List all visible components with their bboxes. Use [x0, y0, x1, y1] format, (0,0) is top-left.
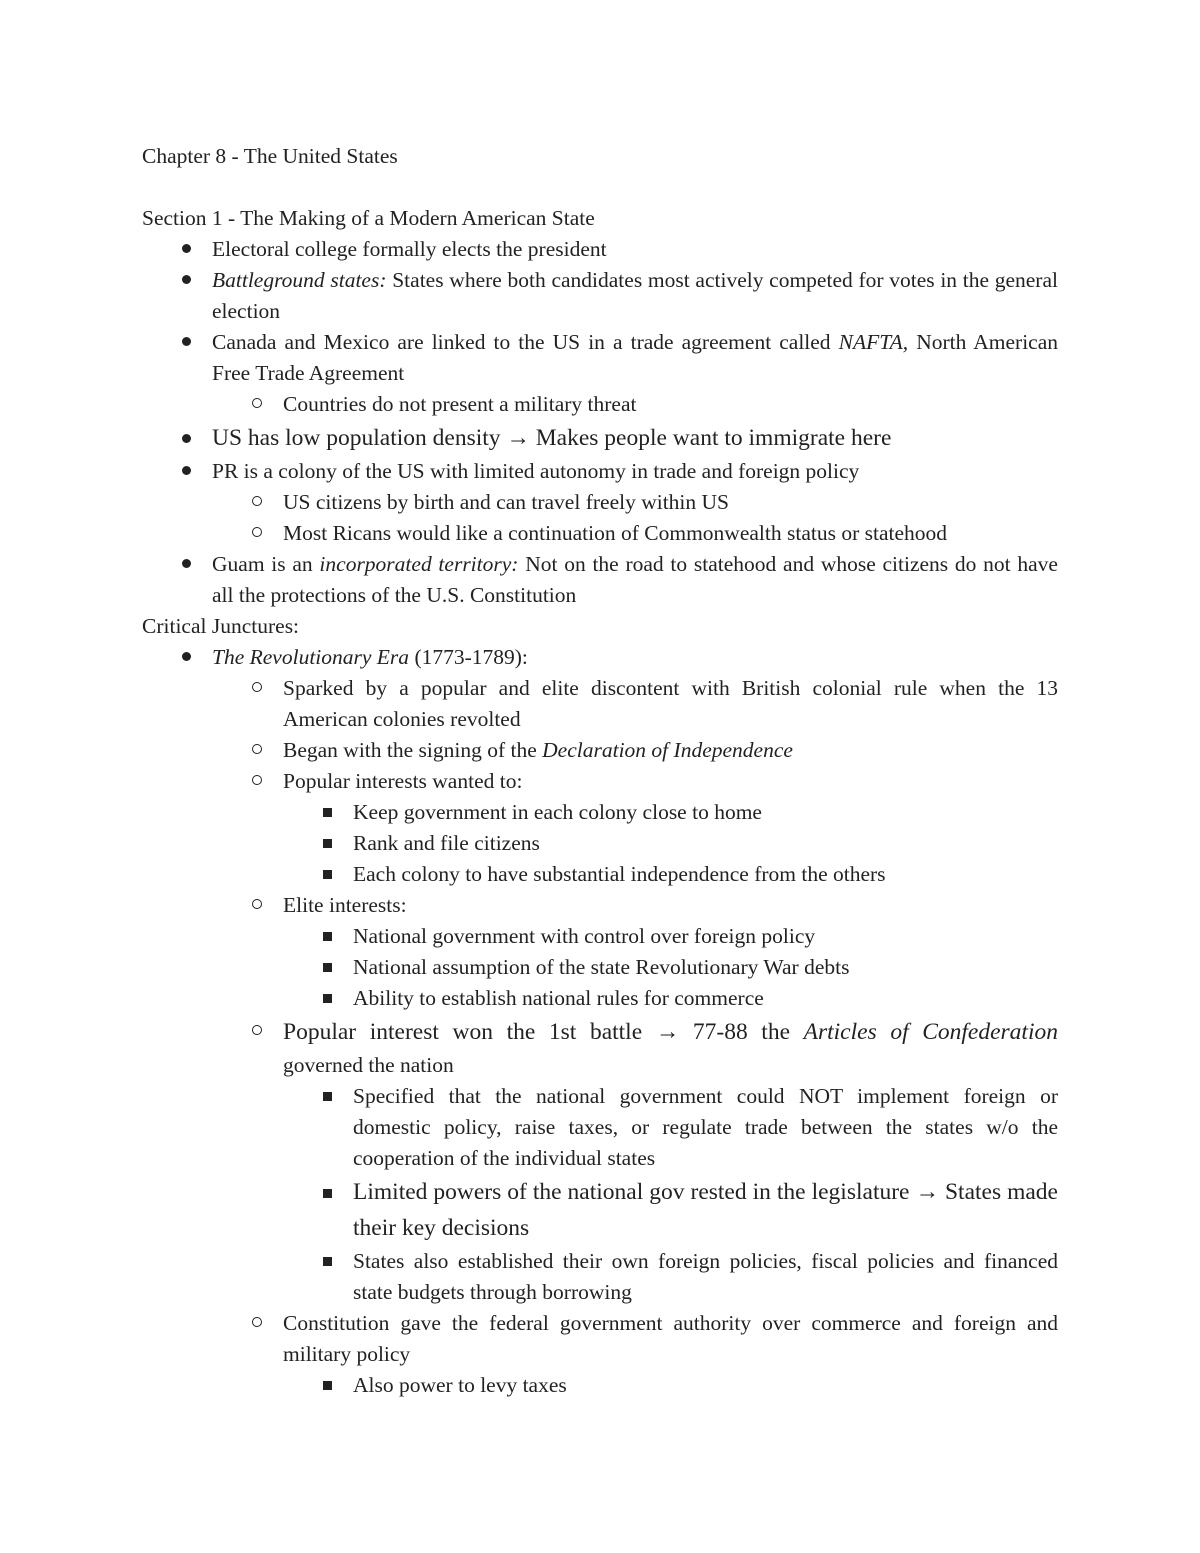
sub-list-item: Popular interest won the 1st battle → 77-88 the Articles of Confederation governed the nation — [142, 1014, 1058, 1081]
bullet-circle-icon — [247, 1014, 267, 1050]
sub-list-item: Most Ricans would like a continuation of Commonwealth status or statehood — [142, 518, 1058, 549]
list-item: US has low population density → Makes people want to immigrate here — [142, 420, 1058, 456]
bullet-circle-icon — [247, 673, 267, 704]
bullet-disc-icon — [176, 234, 196, 265]
sub-sub-list-item: National government with control over foreign policy — [142, 921, 1058, 952]
document-title: Chapter 8 - The United States — [142, 144, 398, 168]
bullet-square-icon — [317, 952, 337, 983]
bullet-square-icon — [317, 859, 337, 890]
bullet-square-icon — [317, 921, 337, 952]
bullet-square-icon — [317, 797, 337, 828]
bullet-disc-icon — [176, 327, 196, 358]
sub-list-item: US citizens by birth and can travel freely within US — [142, 487, 1058, 518]
sub-sub-list-item: States also established their own foreign policies, fiscal policies and financed state budgets through borrowing — [142, 1246, 1058, 1308]
bullet-disc-icon — [176, 265, 196, 296]
bullet-disc-icon — [176, 420, 196, 456]
term: incorporated territory: — [319, 552, 519, 576]
bullet-disc-icon — [176, 456, 196, 487]
sub-list-item: Popular interests wanted to: — [142, 766, 1058, 797]
spacer — [142, 172, 1058, 203]
sub-sub-list-item: Rank and file citizens — [142, 828, 1058, 859]
bullet-square-icon — [317, 983, 337, 1014]
term: Articles of Confederation — [803, 1019, 1058, 1045]
list-item: Electoral college formally elects the president — [142, 234, 1058, 265]
sub-sub-list-item: Specified that the national government could NOT implement foreign or domestic policy, raise taxes, or regulate trade between the states w/o the cooperation of the individual states — [142, 1081, 1058, 1174]
term: Battleground states: — [212, 268, 387, 292]
section-heading: Section 1 - The Making of a Modern American State — [142, 206, 595, 230]
sub-sub-list-item: Keep government in each colony close to home — [142, 797, 1058, 828]
list-item: Canada and Mexico are linked to the US in a trade agreement called NAFTA, North American Free Trade Agreement — [142, 327, 1058, 389]
junctures-list — [142, 642, 1058, 1401]
sub-list-item: Began with the signing of the Declaration of Independence — [142, 735, 1058, 766]
bullet-square-icon — [317, 1174, 337, 1210]
bullet-circle-icon — [247, 389, 267, 420]
list-item: The Revolutionary Era (1773-1789): — [142, 642, 1058, 673]
bullet-square-icon — [317, 1081, 337, 1112]
section-1-list — [142, 234, 1058, 611]
bullet-circle-icon — [247, 890, 267, 921]
bullet-square-icon — [317, 828, 337, 859]
sub-sub-list-item: Ability to establish national rules for commerce — [142, 983, 1058, 1014]
sub-list-item: Countries do not present a military threat — [142, 389, 1058, 420]
list-item: PR is a colony of the US with limited autonomy in trade and foreign policy — [142, 456, 1058, 487]
sub-list-item: Constitution gave the federal government authority over commerce and foreign and military policy — [142, 1308, 1058, 1370]
sub-list-item: Sparked by a popular and elite discontent with British colonial rule when the 13 American colonies revolted — [142, 673, 1058, 735]
sub-sub-list-item: National assumption of the state Revolutionary War debts — [142, 952, 1058, 983]
sub-list-item: Elite interests: — [142, 890, 1058, 921]
bullet-disc-icon — [176, 549, 196, 580]
section-heading: Critical Junctures: — [142, 614, 300, 638]
bullet-circle-icon — [247, 766, 267, 797]
bullet-circle-icon — [247, 487, 267, 518]
list-item: Guam is an incorporated territory: Not on the road to statehood and whose citizens do not have all the protections of the U.S. Constitution — [142, 549, 1058, 611]
sub-sub-list-item: Each colony to have substantial independence from the others — [142, 859, 1058, 890]
bullet-circle-icon — [247, 735, 267, 766]
bullet-square-icon — [317, 1370, 337, 1401]
bullet-square-icon — [317, 1246, 337, 1277]
sub-sub-list-item: Limited powers of the national gov rested in the legislature → States made their key decisions — [142, 1174, 1058, 1246]
sub-sub-list-item: Also power to levy taxes — [142, 1370, 1058, 1401]
bullet-circle-icon — [247, 518, 267, 549]
term: NAFTA, — [838, 330, 909, 354]
bullet-circle-icon — [247, 1308, 267, 1339]
list-item: Battleground states: States where both candidates most actively competed for votes in the general election — [142, 265, 1058, 327]
bullet-disc-icon — [176, 642, 196, 673]
term: Declaration of Independence — [542, 738, 793, 762]
term: The Revolutionary Era — [212, 645, 410, 669]
